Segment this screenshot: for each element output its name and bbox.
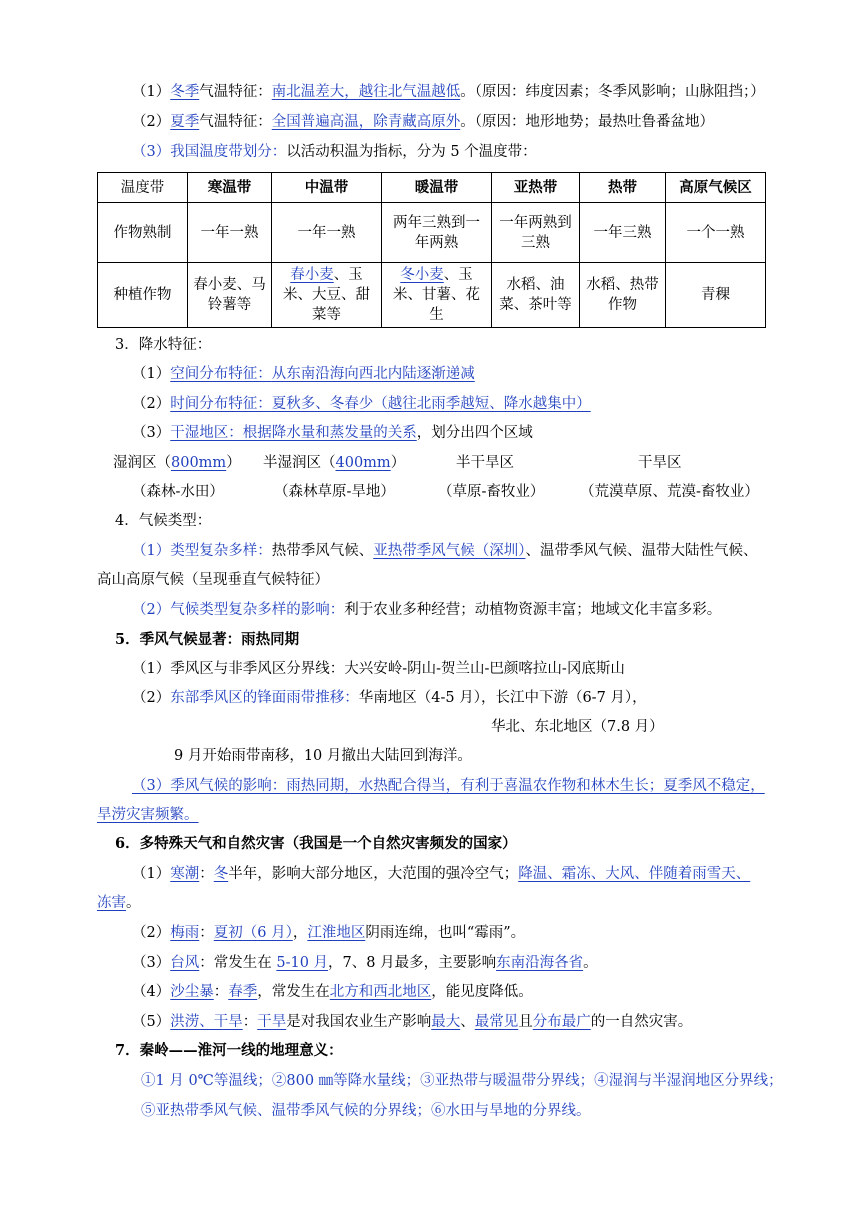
monsoon-impact-line: （3）季风气候的影响：雨热同期，水热配合得当，有利于喜温农作物和林木生长；夏季风不稳定， (132, 778, 765, 794)
typhoon-line: （3）台风：常发生在 5-10 月，7、8 月最多，主要影响东南沿海各省。 (132, 955, 598, 971)
zone-semi-arid-desc: （草原-畜牧业） (438, 484, 545, 500)
header-cell: 温度带 (98, 173, 188, 203)
temperature-zone-table (97, 172, 766, 328)
summer-temp-line: （2）夏季气温特征：全国普遍高温，除青藏高原外。（原因：地形地势；最热吐鲁番盆地） (132, 114, 714, 130)
header-cell: 亚热带 (492, 173, 580, 203)
flood-drought-line: （5）洪涝、干旱：干旱是对我国农业生产影响最大、最常见且分布最广的一自然灾害。 (132, 1014, 693, 1030)
table-row (98, 263, 766, 328)
header-cell: 高原气候区 (666, 173, 766, 203)
winter-term: 冬季 (170, 84, 200, 100)
plum-rain-line: （2）梅雨：夏初（6 月），江淮地区阴雨连绵，也叫“霉雨”。 (132, 925, 526, 941)
precip-temporal-line: （2）时间分布特征：夏秋多、冬春少（越往北雨季越短、降水越集中） (132, 396, 591, 412)
rain-belt-line: （2）东部季风区的锋面雨带推移：华南地区（4-5 月），长江中下游（6-7 月）， (132, 690, 647, 706)
table-cell: 两年三熟到一年两熟 (382, 203, 492, 263)
qinling-meaning-line-1: ①1 月 0℃等温线；②800 ㎜等降水量线；③亚热带与暖温带分界线；④湿润与半湿润地区分界线； (141, 1073, 783, 1089)
monsoon-impact-line-2: 旱涝灾害频繁。 (97, 807, 199, 823)
temp-zone-line: （3）我国温度带划分：以活动积温为指标，分为 5 个温度带： (132, 144, 537, 160)
winter-temp-line: （1）冬季气温特征：南北温差大，越往北气温越低。（原因：纬度因素；冬季风影响；山脉阻挡；） (132, 84, 765, 100)
header-cell: 热带 (580, 173, 666, 203)
table-cell: 水稻、热带作物 (580, 263, 666, 328)
zone-humid-desc: （森林-水田） (132, 484, 224, 500)
table-cell: 一个一熟 (666, 203, 766, 263)
table-cell: 青稞 (666, 263, 766, 328)
sandstorm-line: （4）沙尘暴：春季，常发生在北方和西北地区，能见度降低。 (132, 984, 533, 1000)
climate-types-line: （1）类型复杂多样：热带季风气候、亚热带季风气候（深圳）、温带季风气候、温带大陆性气候、 (132, 543, 758, 559)
table-cell: 春小麦、玉米、大豆、甜菜等 (272, 263, 382, 328)
zone-arid-desc: （荒漠草原、荒漠-畜牧业） (580, 484, 759, 500)
zone-semi-arid: 半干旱区 (456, 455, 514, 471)
table-cell: 一年三熟 (580, 203, 666, 263)
climate-impact-line: （2）气候类型复杂多样的影响：利于农业多种经营；动植物资源丰富；地域文化丰富多彩。 (132, 602, 722, 618)
climate-types-line-2: 高山高原气候（呈现垂直气候特征） (97, 572, 329, 588)
section-6-title: 6．多特殊天气和自然灾害（我国是一个自然灾害频发的国家） (115, 835, 517, 852)
table-cell: 一年一熟 (272, 203, 382, 263)
zone-humid: 湿润区（800mm） (113, 455, 241, 471)
section-3-title: 3．降水特征： (115, 337, 212, 353)
header-cell: 寒温带 (188, 173, 272, 203)
section-4-title: 4．气候类型： (115, 513, 212, 529)
row-label: 种植作物 (98, 263, 188, 328)
table-cell: 一年一熟 (188, 203, 272, 263)
table-cell: 冬小麦、玉米、甘薯、花生 (382, 263, 492, 328)
rain-belt-line-2: 华北、东北地区（7.8 月） (491, 719, 664, 735)
section-5-title: 5．季风气候显著：雨热同期 (115, 631, 300, 648)
qinling-meaning-line-2: ⑤亚热带季风气候、温带季风气候的分界线；⑥水田与旱地的分界线。 (141, 1103, 591, 1119)
rain-belt-line-3: 9 月开始雨带南移，10 月撤出大陆回到海洋。 (174, 748, 472, 764)
row-label: 作物熟制 (98, 203, 188, 263)
section-7-title: 7．秦岭——淮河一线的地理意义： (115, 1042, 343, 1059)
header-cell: 暖温带 (382, 173, 492, 203)
monsoon-boundary-line: （1）季风区与非季风区分界线：大兴安岭-阴山-贺兰山-巴颜喀拉山-冈底斯山 (132, 661, 625, 677)
cold-wave-line: （1）寒潮：冬半年，影响大部分地区，大范围的强冷空气；降温、霜冻、大风、伴随着雨雪天、 (132, 866, 751, 882)
dry-wet-line: （3）干湿地区：根据降水量和蒸发量的关系，划分出四个区域 (132, 425, 533, 441)
table-header-row (98, 173, 766, 203)
zone-semi-humid: 半湿润区（400mm） (263, 455, 406, 471)
zone-semi-humid-desc: （森林草原-旱地） (274, 484, 395, 500)
table-row (98, 203, 766, 263)
cold-wave-line-2: 冻害。 (97, 895, 141, 911)
header-cell: 中温带 (272, 173, 382, 203)
zone-arid: 干旱区 (638, 455, 682, 471)
summer-term: 夏季 (170, 114, 200, 130)
winter-feature: 南北温差大，越往北气温越低 (271, 84, 461, 100)
table-cell: 水稻、油菜、茶叶等 (492, 263, 580, 328)
table-cell: 一年两熟到三熟 (492, 203, 580, 263)
table-cell: 春小麦、马铃薯等 (188, 263, 272, 328)
precip-spatial-line: （1）空间分布特征：从东南沿海向西北内陆逐渐递减 (132, 366, 475, 382)
summer-feature: 全国普遍高温，除青藏高原外 (271, 114, 461, 130)
